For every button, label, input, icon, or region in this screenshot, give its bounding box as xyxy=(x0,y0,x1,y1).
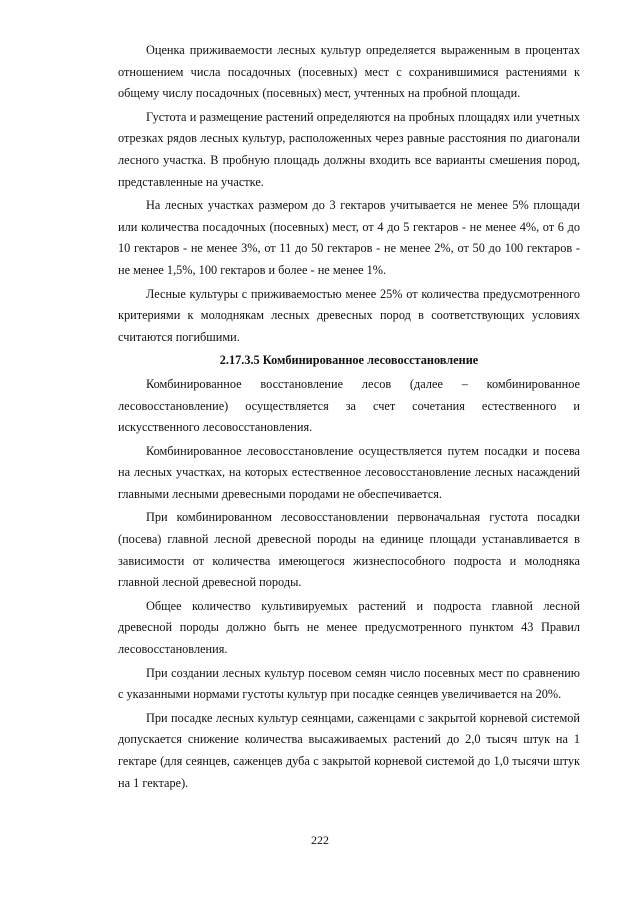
paragraph-initial-density: При комбинированном лесовосстановлении первоначальная густота посадки (посева) главной лесной древесной породы на единице площади устанавливается в зависимости от количества имеющегося жизнеспособного подроста и молодняка главной лесной древесной породы. xyxy=(118,510,580,590)
paragraph-sowing-increase: При создании лесных культур посевом семян число посевных мест по сравнению с указанными нормами густоты культур при посадке сеянцев увеличивается на 20%. xyxy=(118,665,580,702)
paragraph-seedling-reduction: При посадке лесных культур сеянцами, саженцами с закрытой корневой системой допускается снижение количества высаживаемых растений до 2,0 тысяч штук на 1 гектаре (для сеянцев, саженцев дуба с закрытой корневой системой до 1,0 тысячи штук на 1 гектаре). xyxy=(118,710,580,790)
paragraph-failed-cultures: Лесные культуры с приживаемостью менее 25% от количества предусмотренного критериями к молоднякам лесных древесных пород в соответствующих условиях считаются погибшими. xyxy=(118,286,580,344)
paragraph-total-quantity: Общее количество культивируемых растений и подроста главной лесной древесной породы должно быть не менее предусмотренного пунктом 43 Правил лесовосстановления. xyxy=(118,598,580,657)
page-number: 222 xyxy=(311,833,329,847)
paragraph-combined-method: Комбинированное лесовосстановление осуществляется путем посадки и посева на лесных участках, на которых естественное лесовосстановление лесных насаждений главными лесными древесными породами не обеспечивается. xyxy=(118,443,580,501)
paragraph-combined-definition: Комбинированное восстановление лесов (далее – комбинированное лесовосстановление) осуществляется за счет сочетания естественного и искусственного лесовосстановления. xyxy=(118,376,580,435)
section-heading: 2.17.3.5 Комбинированное лесовосстановление xyxy=(219,353,479,368)
paragraph-density-placement: Густота и размещение растений определяются на пробных площадях или учетных отрезках рядов лесных культур, расположенных через равные расстояния по диагонали лесного участка. В пробную площадь должны входить все варианты смешения пород, представленные на участке. xyxy=(118,109,580,189)
paragraph-survival-assessment: Оценка приживаемости лесных культур определяется выраженным в процентах отношением числа посадочных (посевных) мест с сохранившимися растениями к общему числу посадочных (посевных) мест, учтенных на пробной площади. xyxy=(118,43,580,101)
paragraph-sample-area-norms: На лесных участках размером до 3 гектаров учитывается не менее 5% площади или количества посадочных (посевных) мест, от 4 до 5 гектаров - не менее 4%, от 6 до 10 гектаров - не менее 3%, от 11 до 50 гектаров - не менее 2%, от 50 до 100 гектаров - не менее 1,5%, 100 гектаров и более - не менее 1%. xyxy=(118,198,580,277)
document-page xyxy=(118,40,580,796)
